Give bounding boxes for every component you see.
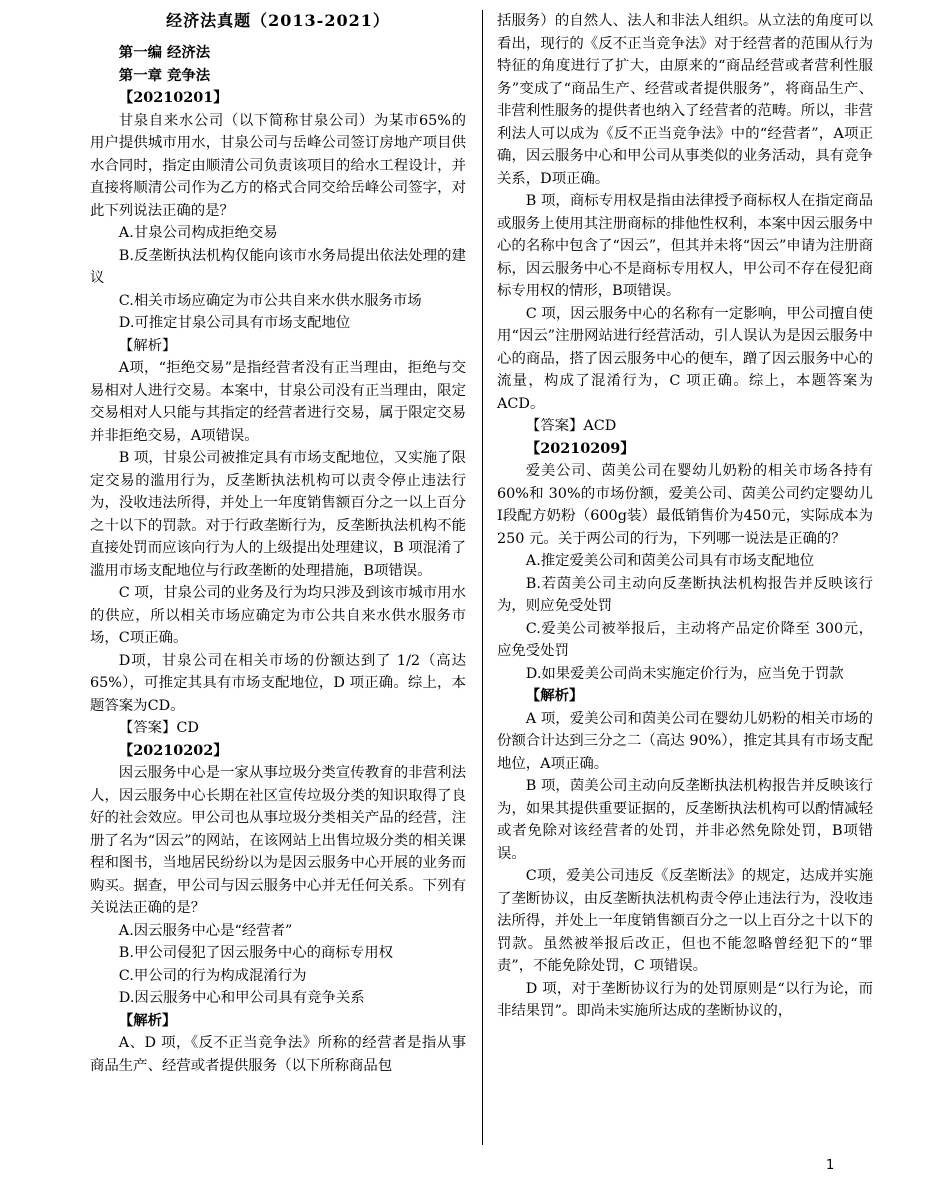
paragraph: C项，爱美公司违反《反垄断法》的规定，达成并实施了垄断协议，由反垄断执法机构责令停止违法行为，没收违法所得，并处上一年度销售额百分之一以上百分之十以下的罚款。虽然被举报后改正，但也不能忽略曾经犯下的“罪责”，不能免除处罚，C 项错误。 [497,868,873,974]
paragraph: 【20210201】 [118,89,228,106]
paragraph: C.爱美公司被举报后，主动将产品定价降至 300元，应免受处罚 [497,620,873,659]
paragraph: A.推定爱美公司和茵美公司具有市场支配地位 [525,553,815,569]
paragraph: 【答案】CD [118,720,199,736]
paragraph: B 项，甘泉公司被推定具有市场支配地位，又实施了限定交易的滥用行为，反垄断执法机构可以责令停止违法行为，没收违法所得，并处上一年度销售额百分之一以上百分之十以下的罚款。对于行政垄断行为，反垄断执法机构不能直接处罚而应该向行为人的上级提出处理建议，B 项混淆了滥用市场支配地位与行政垄断的处理措施，B项错误。 [90,450,466,579]
paragraph: 【解析】 [118,1011,177,1029]
paragraph: 第一编 经济法 [118,44,211,61]
paragraph: C.甲公司的行为构成混淆行为 [118,967,307,984]
paragraph: A.甘泉公司构成拒绝交易 [118,225,278,241]
paragraph: C 项，因云服务中心的名称有一定影响，甲公司擅自使用“因云”注册网站进行经营活动，引人误认为是因云服务中心的商品，搭了因云服务中心的便车，蹭了因云服务中心的流量，构成了混淆行为，C 项正确。综上，本题答案为ACD。 [497,305,873,412]
paragraph: D项，甘泉公司在相关市场的份额达到了 1/2（高达 65%），可推定其具有市场支配地位，D 项正确。综上，本题答案为CD。 [90,652,466,714]
paragraph: D.可推定甘泉公司具有市场支配地位 [118,315,351,331]
left-column [90,10,466,1077]
page-number: 1 [826,1158,835,1173]
paragraph: 【解析】 [118,337,177,354]
paragraph: 因云服务中心是一家从事垃圾分类宣传教育的非营利法人，因云服务中心长期在社区宣传垃圾分类的知识取得了良好的社会效应。甲公司也从事垃圾分类相关产品的经营，注册了名为“因云”的网站，在该网站上出售垃圾分类的相关课程和图书，当地居民纷纷以为是因云服务中心开展的业务而购买。据查，甲公司与因云服务中心并无任何关系。下列有关说法正确的是？ [90,765,466,916]
paragraph: 【20210202】 [118,741,228,759]
paragraph: D 项，对于垄断协议行为的处罚原则是“以行为论，而非结果罚”。即尚未实施所达成的垄断协议的， [497,980,873,1019]
paragraph: 爱美公司、茵美公司在婴幼儿奶粉的相关市场各持有 60%和 30%的市场份额，爱美公司、茵美公司约定婴幼儿Ⅰ段配方奶粉（600g装）最低销售价为450元，实际成本为 250 元。关于两公司的行为，下列哪一说法是正确的？ [497,463,873,547]
column-divider [482,10,483,1145]
paragraph: B 项，茵美公司主动向反垄断执法机构报告并反映该行为，如果其提供重要证据的，反垄断执法机构可以酌情减轻或者免除对该经营者的处罚，并非必然免除处罚，B项错误。 [497,778,873,862]
paragraph: 【解析】 [525,687,584,704]
paragraph: D.因云服务中心和甲公司具有竞争关系 [118,990,365,1006]
paragraph: A.因云服务中心是“经营者” [118,922,293,939]
paragraph: 括服务）的自然人、法人和非法人组织。从立法的角度可以看出，现行的《反不正当竞争法》对于经营者的范围从行为特征的角度进行了扩大，由原来的“商品经营或者营利性服务”变成了“商品生产、经营或者提供服务”，将商品生产、非营利性服务的提供者也纳入了经营者的范畴。所以，非营利法人可以成为《反不正当竞争法》中的“经营者”，A项正确，因云服务中心和甲公司从事类似的业务活动，具有竞争关系，D项正确。 [497,13,873,187]
paragraph: A项，“拒绝交易”是指经营者没有正当理由，拒绝与交易相对人进行交易。本案中，甘泉公司没有正当理由，限定交易相对人只能与其指定的经营者进行交易，属于限定交易并非拒绝交易，A项错误。 [90,360,466,444]
paragraph: B 项，商标专用权是指由法律授予商标权人在指定商品或服务上使用其注册商标的排他性权利，本案中因云服务中心的名称中包含了“因云”，但其并未将“因云”申请为注册商标，因云服务中心不是商标专用权人，甲公司不存在侵犯商标专用权的情形，B项错误。 [497,193,873,299]
right-column [497,10,873,1023]
document-title: 经济法真题（2013-2021） [166,11,390,30]
paragraph: 【20210209】 [525,439,635,457]
paragraph: B.甲公司侵犯了因云服务中心的商标专用权 [118,945,393,961]
paragraph: A 项，爱美公司和茵美公司在婴幼儿奶粉的相关市场的份额合计达到三分之二（高达 90%），推定其具有市场支配地位，A项正确。 [497,710,873,772]
paragraph: B.反垄断执法机构仅能向该市水务局提出依法处理的建议 [90,247,466,286]
paragraph: A、D 项，《反不正当竞争法》所称的经营者是指从事商品生产、经营或者提供服务（以下所称商品包 [90,1035,466,1074]
paragraph: 第一章 竞争法 [118,66,211,84]
paragraph: D.如果爱美公司尚未实施定价行为，应当免于罚款 [525,665,844,682]
paragraph: 【答案】ACD [525,418,617,434]
paragraph: 甘泉自来水公司（以下简称甘泉公司）为某市65%的用户提供城市用水，甘泉公司与岳峰公司签订房地产项目供水合同时，指定由顺清公司负责该项目的给水工程设计，并直接将顺清公司作为乙方的格式合同交给岳峰公司签字，对此下列说法正确的是？ [90,112,466,219]
paragraph: C.相关市场应确定为市公共自来水供水服务市场 [118,292,422,309]
paragraph: B.若茵美公司主动向反垄断执法机构报告并反映该行为，则应免受处罚 [497,575,873,614]
paragraph: C 项，甘泉公司的业务及行为均只涉及到该市城市用水的供应，所以相关市场应确定为市公共自来水供水服务市场，C项正确。 [90,585,466,646]
